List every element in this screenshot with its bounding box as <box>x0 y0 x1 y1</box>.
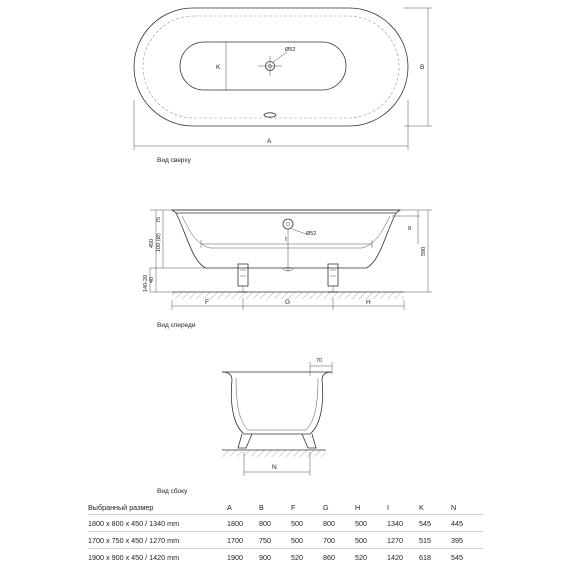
table-cell: 1900 <box>227 549 259 566</box>
table-header-I: I <box>387 502 389 512</box>
front-drain-label: Ø52 <box>306 231 317 237</box>
table-cell: 500 <box>355 532 387 549</box>
caption-side-view: Вид сбоку <box>157 488 188 495</box>
dim-A: A <box>267 138 272 145</box>
table-cell: 1800 x 800 x 450 / 1340 mm <box>88 515 227 532</box>
table-cell: 618 <box>419 549 451 566</box>
dim-G: G <box>285 299 291 306</box>
table-cell: 545 <box>419 515 451 532</box>
caption-front-view: Вид спереди <box>157 322 196 329</box>
dim-8: 8 <box>408 226 412 232</box>
top-drain-label: Ø52 <box>285 47 296 53</box>
dim-590: 590 <box>421 246 427 256</box>
dim-K: K <box>216 64 221 71</box>
table-cell: 800 <box>323 515 355 532</box>
table-header-K: K <box>419 502 424 512</box>
table-cell: 500 <box>355 515 387 532</box>
table-header-row <box>88 500 483 515</box>
dim-450: 450 <box>149 238 155 248</box>
table-header-N: N <box>451 502 457 512</box>
table-header-A: A <box>227 502 232 512</box>
dim-H: H <box>366 299 371 306</box>
table-cell: 395 <box>451 532 483 549</box>
table-header-G: G <box>323 502 329 512</box>
front-view <box>143 210 432 329</box>
floor-front <box>172 292 404 299</box>
table-cell: 1270 <box>387 532 419 549</box>
table-cell: 860 <box>323 549 355 566</box>
table-header-B: B <box>259 502 264 512</box>
table-cell: 700 <box>323 532 355 549</box>
table-header-size: Выбранный размер <box>88 502 154 512</box>
table-cell: 800 <box>259 515 291 532</box>
table-header-F: F <box>291 502 296 512</box>
table-cell: 500 <box>291 532 323 549</box>
caption-top-view: Вид сверху <box>157 157 191 164</box>
table-cell: 1700 <box>227 532 259 549</box>
table-cell: 1420 <box>387 549 419 566</box>
floor-side <box>222 450 326 457</box>
table-cell: 545 <box>451 549 483 566</box>
table-cell: 1800 <box>227 515 259 532</box>
dim-100: 100 (Ø) <box>156 233 162 252</box>
dim-70: 70 <box>316 358 323 364</box>
table-cell: 1700 x 750 x 450 / 1270 mm <box>88 532 227 549</box>
dim-B: B <box>420 64 425 71</box>
dim-75: 75 <box>156 216 162 223</box>
side-view <box>157 358 332 495</box>
table-cell: 900 <box>259 549 291 566</box>
table-cell: 520 <box>291 549 323 566</box>
dim-F: F <box>205 299 209 306</box>
dim-N: N <box>272 464 277 471</box>
table-row <box>88 549 483 566</box>
table-cell: 445 <box>451 515 483 532</box>
table-cell: 750 <box>259 532 291 549</box>
table-cell: 500 <box>291 515 323 532</box>
table-cell: 1900 x 900 x 450 / 1420 mm <box>88 549 227 566</box>
table-header-H: H <box>355 502 361 512</box>
dim-I: I <box>285 236 287 243</box>
table-row <box>88 515 483 532</box>
dim-leg-a: 40 <box>149 276 155 283</box>
table-row <box>88 532 483 549</box>
dimensions-table <box>88 500 483 565</box>
table-cell: 1340 <box>387 515 419 532</box>
table-cell: 520 <box>355 549 387 566</box>
top-view <box>134 8 432 164</box>
dim-leg-b: 140-20 <box>143 274 149 292</box>
table-cell: 515 <box>419 532 451 549</box>
